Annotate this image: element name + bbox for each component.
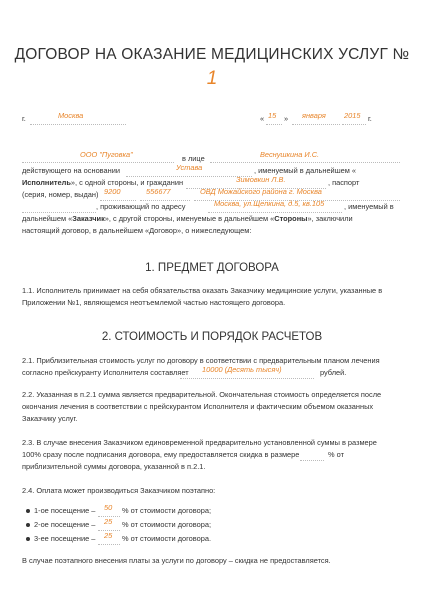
- clause-1-1-line-2: Приложении №1, являющемся неотъемлемой частью настоящего договора.: [22, 298, 286, 307]
- year-field[interactable]: 2015: [344, 111, 361, 120]
- month-field[interactable]: января: [302, 111, 326, 120]
- visit-label: 2-ое посещение –: [34, 520, 96, 529]
- bullet-icon: [26, 523, 30, 527]
- representative-field[interactable]: Веснушкина И.С.: [260, 150, 320, 159]
- executor-term: Исполнитель: [22, 178, 71, 187]
- visit-2-percent-field[interactable]: 25: [104, 517, 113, 526]
- passport-number-field[interactable]: 556677: [146, 187, 171, 196]
- visit-label: 3-ее посещение –: [34, 534, 96, 543]
- clause-2-3-line-2: 100% сразу после подписания договора, ему предоставляется скидка в размере: [22, 450, 300, 459]
- quote-close: »: [284, 114, 289, 123]
- final-clause: В случае поэтапного внесения платы за услуги по договору – скидка не предоставляется.: [22, 556, 331, 565]
- other-side-text: », с другой стороны, именуемые в дальнейшем «: [104, 214, 275, 223]
- bullet-icon: [26, 537, 30, 541]
- section-1-heading: 1. ПРЕДМЕТ ДОГОВОРА: [145, 262, 279, 274]
- passport-hint: (серия, номер, выдан): [22, 190, 99, 199]
- quote-open: «: [260, 114, 265, 123]
- discount-percent-label: % от: [328, 450, 344, 459]
- clause-2-3-line-3: приблизительной суммы договора, указанной в п.2.1.: [22, 462, 206, 471]
- concluded-text: », заключили: [307, 214, 353, 223]
- named-label-2: , именуемый в: [344, 202, 394, 211]
- year-suffix: г.: [368, 114, 372, 123]
- basis-field[interactable]: Устава: [176, 163, 203, 172]
- visit-3-percent-field[interactable]: 25: [104, 531, 113, 540]
- bullet-icon: [26, 509, 30, 513]
- customer-term: Заказчик: [72, 214, 105, 223]
- one-side-text: », с одной стороны, и гражданин: [70, 178, 184, 187]
- intro-last-line: настоящий договор, в дальнейшем «Договор», о нижеследующем:: [22, 226, 252, 235]
- clause-2-3-line-1: 2.3. В случае внесения Заказчиком единовременной предварительно установленной суммы в размере: [22, 438, 377, 447]
- clause-2-2-line-2: окончания лечения в соответствии с прейскурантом Исполнителя и фактическим объемом оказанных: [22, 402, 374, 411]
- clause-2-1-line-1: 2.1. Приблизительная стоимость услуг по договору в соответствии с предварительным планом лечения: [22, 356, 380, 365]
- clause-2-1-line-2: согласно прейскуранту Исполнителя составляет: [22, 368, 189, 377]
- visit-label: 1-ое посещение –: [34, 506, 96, 515]
- in-person-label: в лице: [182, 154, 205, 163]
- organization-field[interactable]: ООО "Пуговка": [80, 150, 133, 159]
- city-field[interactable]: Москва: [58, 111, 84, 120]
- city-prefix: г.: [22, 114, 26, 123]
- acting-label: действующего на основании: [22, 166, 120, 175]
- clause-2-4: 2.4. Оплата может производиться Заказчиком поэтапно:: [22, 486, 216, 495]
- clause-1-1-line-1: 1.1. Исполнитель принимает на себя обязательства оказать Заказчику медицинские услуги, указанные в: [22, 286, 383, 295]
- named-label-1: , именуемый в дальнейшем «: [254, 166, 356, 175]
- address-field[interactable]: Москва, ул.Щепкина, д.5, кв.105: [214, 199, 325, 208]
- passport-series-field[interactable]: 9200: [104, 187, 121, 196]
- visit-tail: % от стоимости договора;: [122, 520, 211, 529]
- clause-2-2-line-3: Заказчику услуг.: [22, 414, 78, 423]
- section-2-heading: 2. СТОИМОСТЬ И ПОРЯДОК РАСЧЕТОВ: [101, 331, 323, 343]
- citizen-field[interactable]: Зимовкин Л.В.: [236, 175, 286, 184]
- clause-2-2-line-1: 2.2. Указанная в п.2.1 сумма является предварительной. Окончательная стоимость определяется после: [22, 390, 382, 399]
- residing-label: , проживающий по адресу: [96, 202, 186, 211]
- contract-number: 1: [206, 68, 218, 89]
- visit-row: [26, 534, 95, 544]
- day-field[interactable]: 15: [268, 111, 277, 120]
- passport-issued-field[interactable]: ОВД Можайского района г. Москва: [200, 187, 322, 196]
- visit-tail: % от стоимости договора.: [122, 534, 211, 543]
- passport-label: , паспорт: [328, 178, 360, 187]
- visit-tail: % от стоимости договора;: [122, 506, 211, 515]
- parties-term: Стороны: [274, 214, 308, 223]
- document-title: ДОГОВОР НА ОКАЗАНИЕ МЕДИЦИНСКИХ УСЛУГ №: [14, 46, 410, 63]
- amount-field[interactable]: 10000 (Десять тысяч): [202, 365, 282, 374]
- visit-row: [26, 506, 95, 516]
- visit-row: [26, 520, 95, 530]
- further-text: дальнейшем «: [22, 214, 73, 223]
- currency-label: рублей.: [320, 368, 347, 377]
- visit-1-percent-field[interactable]: 50: [104, 503, 113, 512]
